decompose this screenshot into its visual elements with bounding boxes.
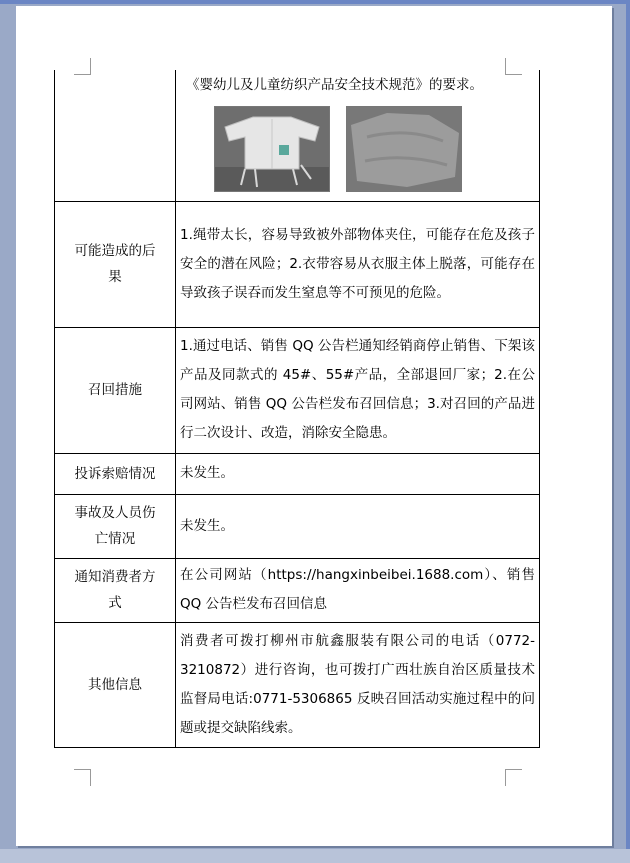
label-accident-line2: 亡情况 — [94, 531, 136, 547]
status-bar — [0, 849, 630, 863]
label-consequence-line2: 果 — [108, 269, 122, 285]
label-cell-complaint: 投诉索赔情况 — [55, 453, 176, 494]
content-cell-consequence: 1.绳带太长，容易导致被外部物体夹住，可能存在危及孩子安全的潜在风险；2.衣带容易从衣服主体上脱落，可能存在导致孩子误吞而发生窒息等不可预见的危险。 — [176, 201, 540, 327]
content-cell-accident: 未发生。 — [176, 494, 540, 558]
label-accident-line1: 事故及人员伤 — [74, 505, 156, 521]
table-row-notify — [55, 558, 540, 622]
table-row-other — [55, 622, 540, 747]
product-photo-front — [214, 106, 330, 192]
crop-mark-bottom-right — [505, 769, 522, 786]
label-cell-notify — [55, 558, 176, 622]
table-row-consequence — [55, 201, 540, 327]
content-cell-complaint: 未发生。 — [176, 453, 540, 494]
label-consequence-line1: 可能造成的后 — [74, 243, 156, 259]
scrollbar[interactable] — [626, 0, 630, 863]
product-photos — [180, 100, 535, 198]
window-top-border — [0, 0, 630, 4]
standard-text: 《婴幼儿及儿童纺织产品安全技术规范》的要求。 — [186, 77, 483, 93]
content-cell-other: 消费者可拨打柳州市航鑫服装有限公司的电话（0772-3210872）进行咨询，也可拨打广西壮族自治区质量技术监督局电话:0771-5306865 反映召回活动实施过程中的问题或提交缺陷线索。 — [176, 622, 540, 747]
content-cell-notify: 在公司网站（https://hangxinbeibei.1688.com）、销售 QQ 公告栏发布召回信息 — [176, 558, 540, 622]
label-notify-line2: 式 — [108, 595, 122, 611]
recall-info-table — [54, 70, 540, 748]
content-cell-measures: 1.通过电话、销售 QQ 公告栏通知经销商停止销售、下架该产品及同款式的 45#、55#产品，全部退回厂家；2.在公司网站、销售 QQ 公告栏发布召回信息；3.对召回的产品进行二次设计、改造，消除安全隐患。 — [176, 327, 540, 453]
product-photo-back — [346, 106, 462, 192]
table-row-standard — [55, 70, 540, 201]
table-row-complaint — [55, 453, 540, 494]
content-cell-standard — [176, 70, 540, 201]
label-cell-consequence — [55, 201, 176, 327]
label-notify-line1: 通知消费者方 — [74, 569, 156, 585]
label-cell-accident — [55, 494, 176, 558]
label-cell-other: 其他信息 — [55, 622, 176, 747]
crop-mark-bottom-left — [74, 769, 91, 786]
label-cell-measures: 召回措施 — [55, 327, 176, 453]
table-row-measures — [55, 327, 540, 453]
label-cell-empty — [55, 70, 176, 201]
table-row-accident — [55, 494, 540, 558]
